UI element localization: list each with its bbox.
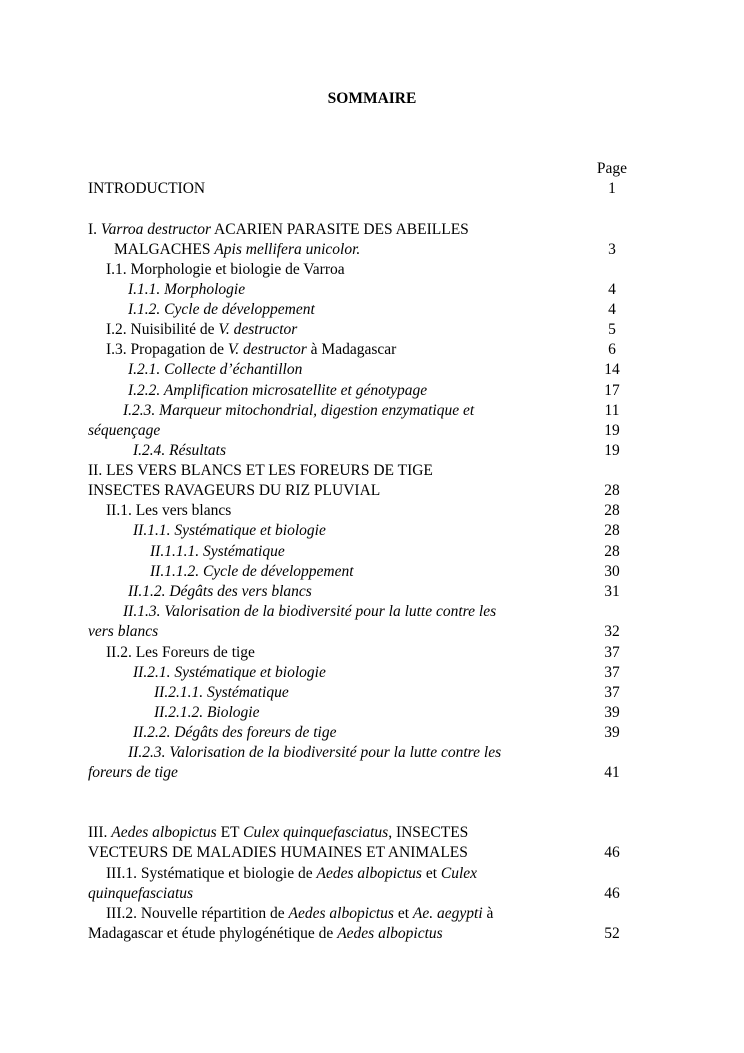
toc-entry-text: II.1.2. Dégâts des vers blancs: [128, 583, 312, 600]
toc-entry-text: Aedes albopictus: [337, 925, 443, 942]
toc-page-number: 37: [604, 664, 620, 681]
toc-page-number: 46: [604, 885, 620, 902]
toc-entry-text: II.2.1.2. Biologie: [154, 704, 260, 721]
toc-entry: [133, 723, 336, 743]
toc-entry-text: Apis mellifera unicolor.: [214, 241, 361, 258]
toc-entry-text: et: [393, 905, 413, 922]
toc-entry: [154, 703, 259, 723]
toc-entry: [128, 300, 315, 320]
toc-entry: [88, 622, 158, 642]
toc-entry: [106, 904, 493, 924]
toc-entry-text: II.2.1. Systématique et biologie: [133, 664, 326, 681]
toc-entry-text: I.1.2. Cycle de développement: [128, 301, 315, 318]
toc-page-number: 37: [604, 644, 620, 661]
toc-entry-text: Varroa destructor: [100, 221, 212, 238]
toc-entry: [88, 220, 469, 240]
toc-entry-text: I.2. Nuisibilité de: [106, 321, 219, 338]
toc-entry-text: V. destructor: [218, 321, 298, 338]
toc-entry-text: quinquefasciatus: [88, 885, 194, 902]
toc-entry-text: Culex: [440, 865, 478, 882]
toc-entry: [88, 843, 468, 863]
toc-entry-text: vers blancs: [88, 623, 159, 640]
toc-page-number: 39: [604, 724, 620, 741]
toc-entry-text: INSECTES RAVAGEURS DU RIZ PLUVIAL: [88, 482, 381, 499]
toc-entry: [88, 763, 178, 783]
toc-page-number: 11: [604, 402, 620, 419]
toc-entry: [128, 381, 427, 401]
toc-page-number: 3: [608, 241, 616, 258]
toc-entry: [106, 340, 396, 360]
toc-entry: [150, 542, 285, 562]
toc-page-number: 37: [604, 684, 620, 701]
toc-entry: [88, 823, 468, 843]
toc-entry-text: II.1.3. Valorisation de la biodiversité pour la lutte contre les: [123, 603, 497, 620]
toc-page-number: 17: [604, 382, 620, 399]
toc-entry-text: I.2.2. Amplification microsatellite et génotypage: [128, 382, 428, 399]
toc-page-number: 4: [608, 281, 616, 298]
toc-page-number: 19: [604, 442, 620, 459]
toc-entry-text: MALGACHES: [114, 241, 215, 258]
toc-page-number: 19: [604, 422, 620, 439]
toc-entry-text: III.: [88, 824, 112, 841]
toc-page-number: 32: [604, 623, 620, 640]
toc-page-number: 28: [604, 502, 620, 519]
toc-entry-text: séquençage: [88, 422, 161, 439]
toc-entry: [88, 179, 205, 199]
toc-entry-text: Aedes albopictus: [111, 824, 217, 841]
toc-entry-text: Aedes albopictus: [288, 905, 394, 922]
toc-entry: [88, 924, 443, 944]
toc-entry: [106, 260, 345, 280]
toc-entry: [106, 320, 297, 340]
toc-entry-text: , INSECTES: [388, 824, 469, 841]
toc-entry: [150, 562, 354, 582]
toc-entry: [133, 663, 326, 683]
toc-entry-text: I.2.1. Collecte d’échantillon: [128, 361, 303, 378]
toc-entry-text: I.1. Morphologie et biologie de Varroa: [106, 261, 345, 278]
toc-entry: [133, 441, 226, 461]
toc-entry-text: Ae. aegypti: [412, 905, 483, 922]
toc-entry-text: I.3. Propagation de: [106, 341, 228, 358]
toc-entry: [128, 360, 302, 380]
toc-page-number: 5: [608, 321, 616, 338]
toc-entry-text: II.2.1.1. Systématique: [154, 684, 289, 701]
toc-page-number: 1: [608, 180, 616, 197]
toc-entry-text: ACARIEN PARASITE DES ABEILLES: [211, 221, 469, 238]
toc-entry-text: II.2. Les Foreurs de tige: [106, 644, 255, 661]
toc-page-number: 28: [604, 482, 620, 499]
toc-entry-text: I.1.1. Morphologie: [128, 281, 246, 298]
toc-entry: [88, 461, 433, 481]
toc-entry: [106, 501, 231, 521]
toc-entry: [133, 521, 326, 541]
toc-entry: [154, 683, 289, 703]
toc-entry: [106, 643, 255, 663]
toc-entry-text: ET: [216, 824, 244, 841]
toc-entry-text: VECTEURS DE MALADIES HUMAINES ET ANIMALES: [88, 844, 468, 861]
toc-entry: [106, 864, 477, 884]
toc-page-number: 28: [604, 543, 620, 560]
toc-page-number: 52: [604, 925, 620, 942]
toc-entry: [88, 481, 380, 501]
toc-entry: [88, 884, 193, 904]
toc-entry-text: II. LES VERS BLANCS ET LES FOREURS DE TIGE: [88, 462, 433, 479]
toc-entry-text: II.1. Les vers blancs: [106, 502, 232, 519]
toc-entry-text: II.2.2. Dégâts des foreurs de tige: [133, 724, 337, 741]
toc-page-number: 4: [608, 301, 616, 318]
toc-entry-text: foreurs de tige: [88, 764, 178, 781]
toc-entry: [114, 240, 360, 260]
toc-entry-text: II.1.1. Systématique et biologie: [133, 522, 326, 539]
toc-entry: [88, 421, 160, 441]
toc-entry-text: III.2. Nouvelle répartition de: [106, 905, 289, 922]
toc-page-number: 28: [604, 522, 620, 539]
toc-entry-text: I.: [88, 221, 101, 238]
toc-entry-text: à: [482, 905, 494, 922]
toc-page-number: 46: [604, 844, 620, 861]
toc-page-number: 14: [604, 361, 620, 378]
toc-page-number: 31: [604, 583, 620, 600]
toc-entry-text: Culex quinquefasciatus: [243, 824, 389, 841]
toc-entry-text: II.2.3. Valorisation de la biodiversité pour la lutte contre les: [128, 744, 502, 761]
toc-page-number: 6: [608, 341, 616, 358]
toc-page-number: 30: [604, 563, 620, 580]
toc-entry: [128, 582, 312, 602]
toc-entry: [128, 280, 245, 300]
toc-entry-text: II.1.1.2. Cycle de développement: [150, 563, 354, 580]
toc-entry-text: à Madagascar: [306, 341, 397, 358]
toc-entry-text: II.1.1.1. Systématique: [150, 543, 285, 560]
toc-page-number: 39: [604, 704, 620, 721]
toc-entry: [123, 401, 474, 421]
toc-entry-text: III.1. Systématique et biologie de: [106, 865, 317, 882]
toc-entry-text: Aedes albopictus: [316, 865, 422, 882]
page-title: SOMMAIRE: [327, 90, 417, 107]
page-column-header: Page: [596, 160, 628, 177]
toc-entry-text: V. destructor: [227, 341, 307, 358]
toc-entry: [123, 602, 496, 622]
toc-entry-text: INTRODUCTION: [88, 180, 206, 197]
toc-entry: [128, 743, 501, 763]
toc-entry-text: I.2.4. Résultats: [133, 442, 226, 459]
toc-page-number: 41: [604, 764, 620, 781]
toc-entry-text: et: [421, 865, 441, 882]
toc-entry-text: I.2.3. Marqueur mitochondrial, digestion enzymatique et: [123, 402, 475, 419]
toc-entry-text: Madagascar et étude phylogénétique de: [88, 925, 338, 942]
